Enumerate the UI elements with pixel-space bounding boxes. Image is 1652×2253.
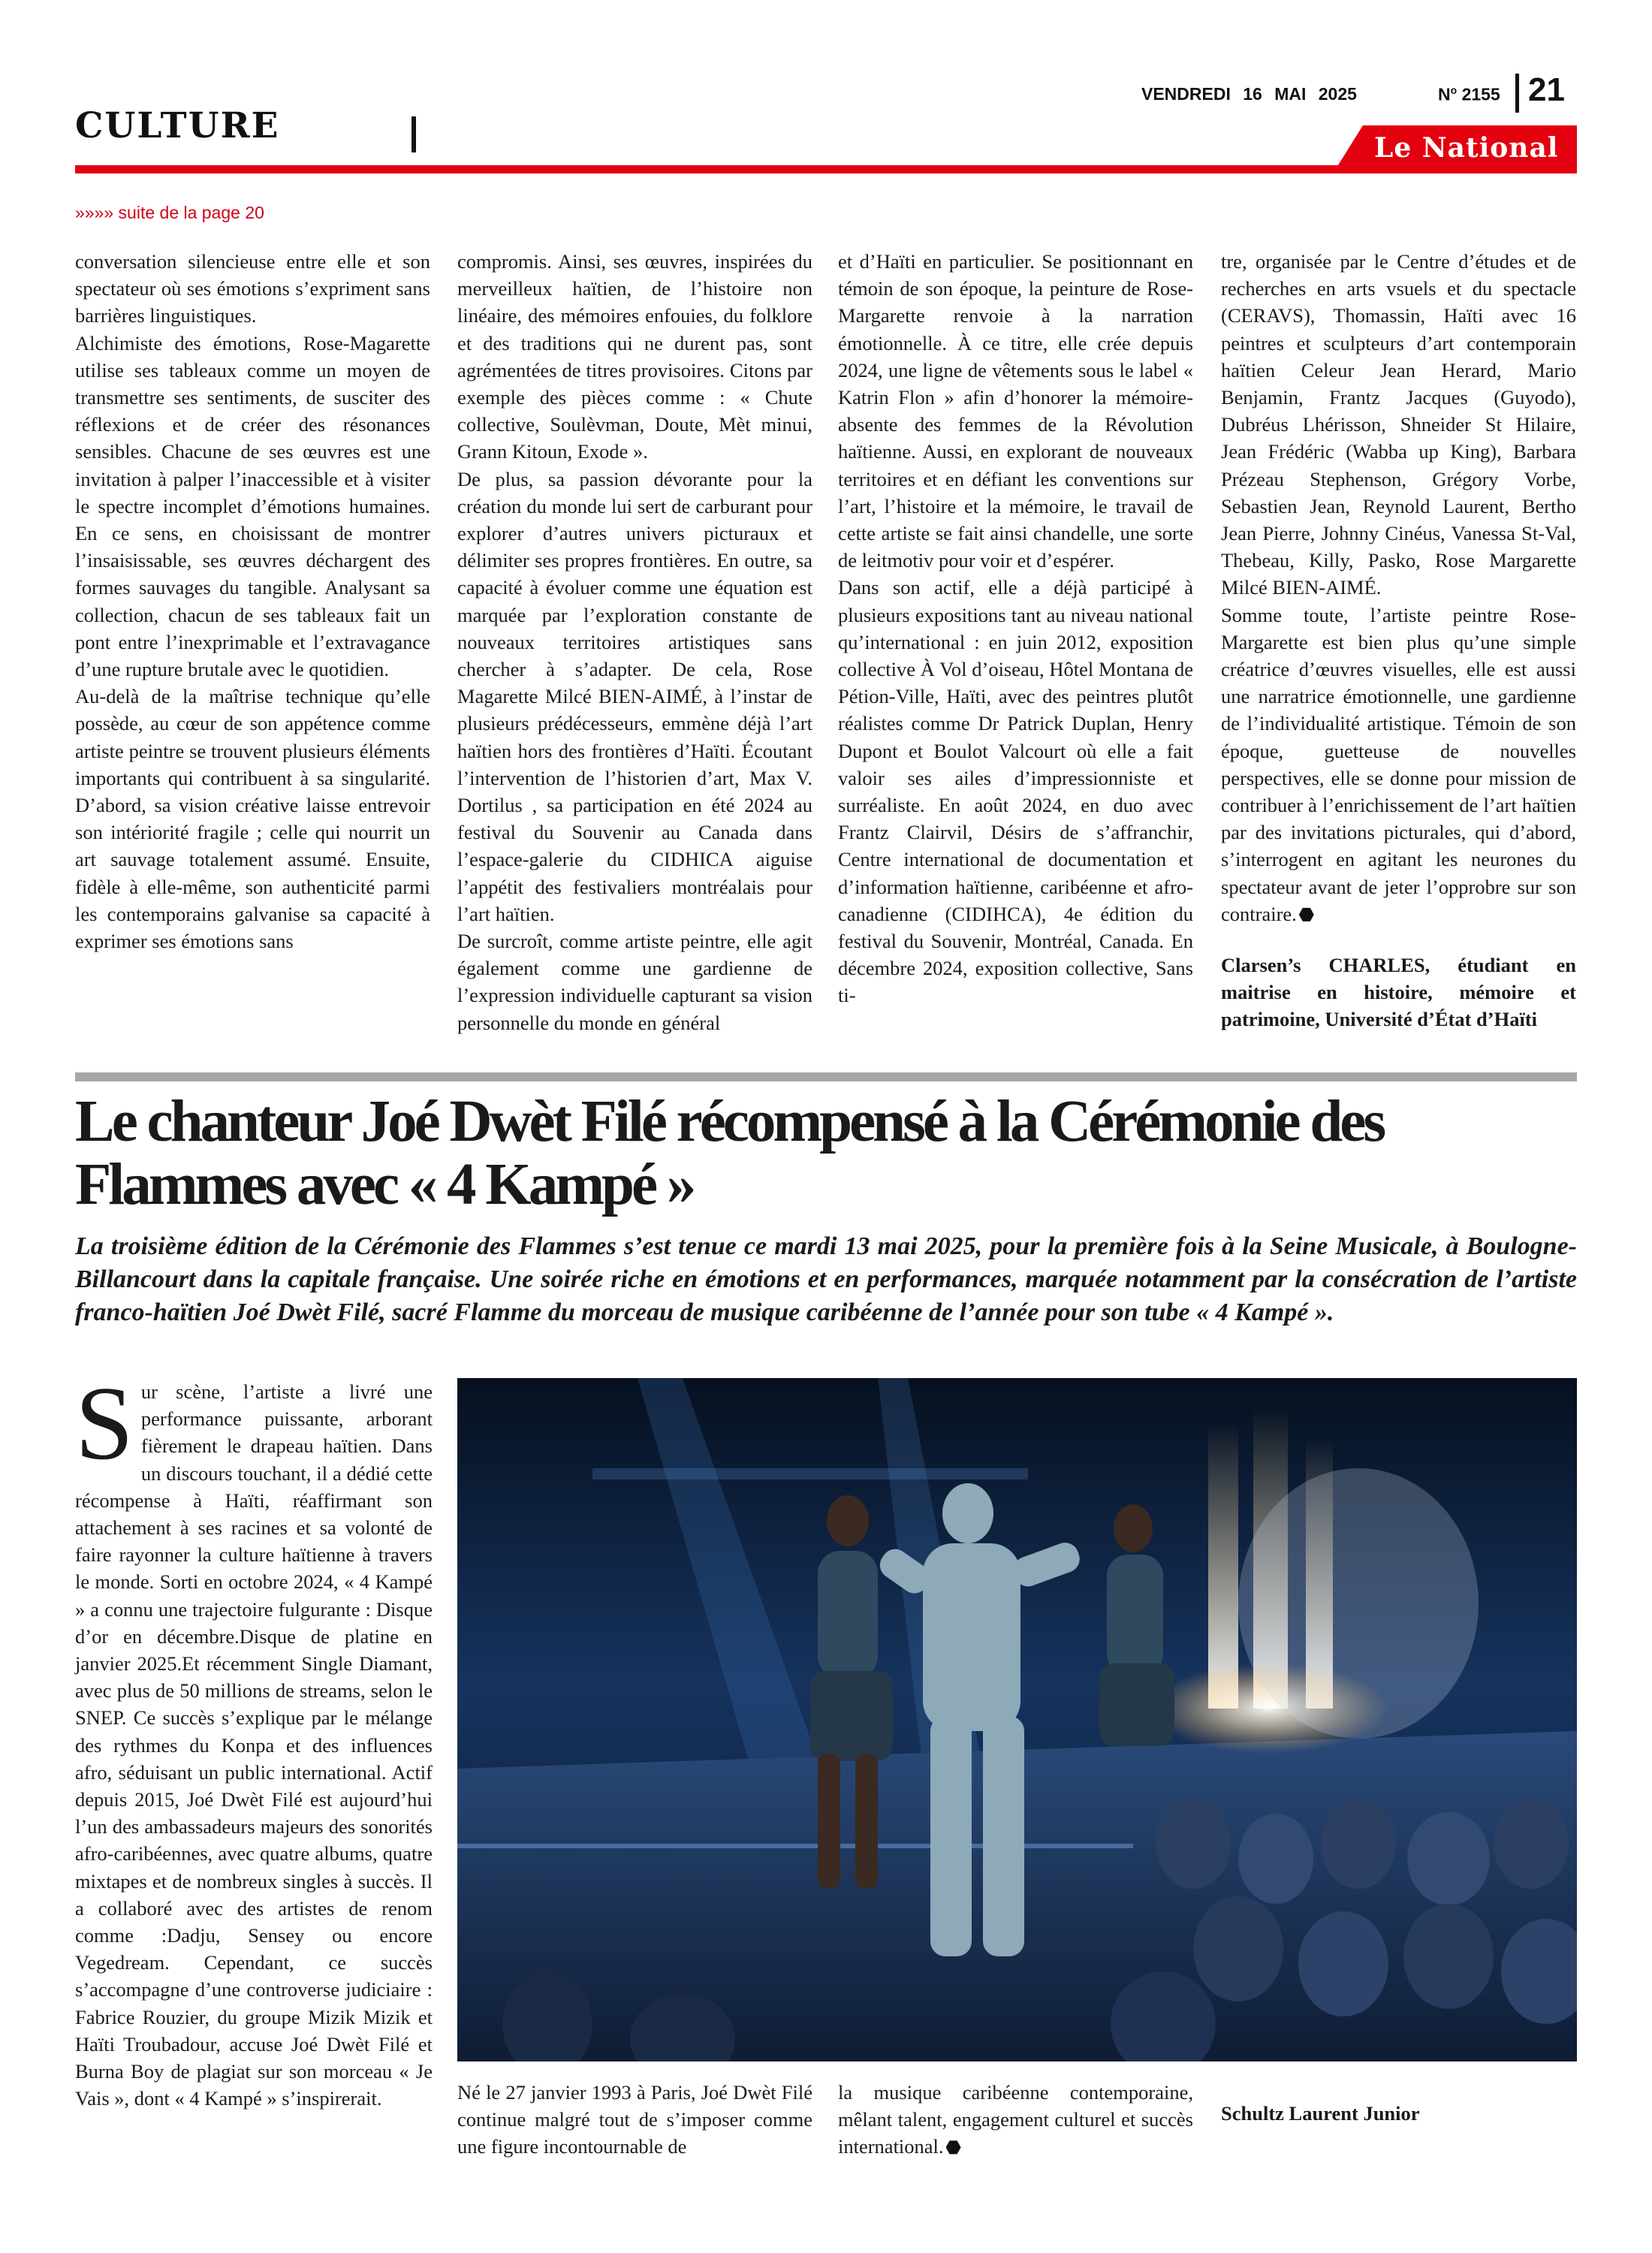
photo-credit: Schultz Laurent Junior — [1221, 2102, 1420, 2125]
caption-column-1 — [457, 2079, 812, 2161]
paragraph-text: la musique caribéenne contemporaine, mêlant talent, engagement culturel et succès international. — [838, 2081, 1193, 2158]
page-separator — [1515, 74, 1519, 113]
paragraph: conversation silencieuse entre elle et son spectateur où ses émotions s’expriment sans barrières linguistiques. — [75, 250, 430, 327]
paragraph: Alchimiste des émotions, Rose-Magarette utilise ses tableaux comme un moyen de transmettre ses sentiments, de susciter des réflexions et de créer des résonances sensibles. Chacune de ses œuvres est une invitation à palper l’inaccessible et à visiter le spectre incomplet d’émotions humaines. En ce sens, en choisissant de montrer l’insaisissable, ses œuvres déchargent des formes sauvages du tangible. Analysant sa collection, chacun de ses tableaux fait un pont entre l’inexprimable et l’extravagance d’une rupture brutale avec le quotidien. — [75, 331, 430, 681]
issue-value: 2155 — [1457, 84, 1500, 104]
issue-number — [1438, 84, 1500, 105]
caption-column-2 — [838, 2079, 1193, 2161]
section-divider — [411, 116, 416, 152]
paragraph: et d’Haïti en particulier. Se positionnant en témoin de son époque, la peinture de Rose-Margarette renvoie à la narration émotionnelle. À ce titre, elle crée depuis 2024, une ligne de vêtements sous le label « Katrin Flon » afin d’honorer la mémoire-absente des femmes de la Révolution haïtienne. Aussi, en explorant de nouveaux territoires et en défiant les conventions sur l’art, l’histoire et la mémoire, le travail de cette artiste se fait ainsi chandelle, une sorte de leitmotiv pour voir et d’espérer. — [838, 250, 1193, 572]
article-divider — [75, 1072, 1577, 1081]
paragraph: Né le 27 janvier 1993 à Paris, Joé Dwèt Filé continue malgré tout de s’imposer comme une figure incontournable de — [457, 2081, 812, 2158]
paragraph-text: Somme toute, l’artiste peintre Rose-Margarette est bien plus qu’une simple créatrice d’œuvres visuelles, elle est aussi une narratrice émotionnelle, une gardienne de l’individualité artistique. Témoin de son époque, guetteuse de nouvelles perspectives, elle se donne pour mission de contribuer à l’enrichissement de l’art haïtien par des invitations picturales, qui d’abord, s’interrogent en agitant les neurones du spectateur avant de jeter l’opprobre sur son contraire. — [1221, 603, 1576, 925]
issue-sup: o — [1450, 84, 1458, 96]
paragraph: Au-delà de la maîtrise technique qu’elle possède, au cœur de son appétence comme artiste peintre se trouvent plusieurs éléments importants qui contribuent à sa singularité. D’abord, sa vision créative laisse entrevoir son intériorité fragile ; celle qui nourrit un art sauvage totalement assumé. Ensuite, fidèle à elle-même, son authenticité parmi les contemporains galvanise sa capacité à exprimer ses émotions sans — [75, 685, 430, 953]
paragraph: Dans son actif, elle a déjà participé à plusieurs expositions tant au niveau national qu’international : en juin 2012, exposition collective À Vol d’oiseau, Hôtel Montana de Pétion-Ville, Haïti, avec des peintres plutôt réalistes comme Dr Patrick Duplan, Henry Dupont et Boulot Valcourt où elle a fait valoir ses ailes d’impressionniste et surréaliste. En août 2024, en duo avec Frantz Clairvil, Désirs de s’affranchir, Centre international de documentation et d’information haïtienne, caribéenne et afro-canadienne (CIDIHCA), 4e édition du festival du Souvenir, Montréal, Canada. En décembre 2024, exposition collective, Sans ti- — [838, 576, 1193, 1007]
paragraph — [838, 2079, 1193, 2161]
end-of-article-icon — [946, 2140, 961, 2155]
paragraph: compromis. Ainsi, ses œuvres, inspirées du merveilleux haïtien, de l’histoire non linéaire, des mémoires enfouies, du folklore et des traditions qui ne durent pas, sont agrémentées de titres provisoires. Citons par exemple des pièces comme : « Chute collective, Soulèvman, Doute, Mèt minui, Grann Kitoun, Exode ». — [457, 250, 812, 463]
issue-prefix: N — [1438, 84, 1451, 104]
standfirst: La troisième édition de la Cérémonie des Flammes s’est tenue ce mardi 13 mai 2025, pour la première fois à la Seine Musicale, à Boulogne-Billancourt dans la capitale française. Une soirée riche en émotions et en performances, marquée notamment par la consécration de l’artiste franco-haïtien Joé Dwèt Filé, sacré Flamme du morceau de musique caribéenne de l’année pour son tube « 4 Kampé ». — [75, 1232, 1577, 1326]
headline: Le chanteur Joé Dwèt Filé récompensé à la Cérémonie des Flammes avec « 4 Kampé » — [75, 1089, 1384, 1217]
paragraph: De surcroît, comme artiste peintre, elle agit également comme une gardienne de l’expression individuelle capturant sa vision personnelle du monde en général — [457, 930, 812, 1034]
column-4 — [1221, 248, 1576, 1033]
paragraph — [75, 1365, 433, 2112]
page-number: 21 — [1528, 71, 1565, 108]
end-of-article-icon — [1299, 907, 1314, 922]
continuation-note: »»»» suite de la page 20 — [75, 203, 264, 222]
article-body — [75, 1365, 433, 2112]
concert-photo-illustration — [457, 1378, 1577, 2061]
paragraph — [1221, 602, 1576, 927]
column-2 — [457, 248, 812, 1036]
section-title: CULTURE — [75, 105, 280, 146]
column-3 — [838, 248, 1193, 1009]
paragraph: tre, organisée par le Centre d’études et de recherches en arts vsuels et du spectacle (CERAVS), Thomassin, Haïti avec 16 peintres et sculpteurs d’art contemporain haïtien Celeur Jean Herard, Mario Benjamin, Frantz Jacques (Guyodo), Dubréus Lhérisson, Shneider St Hilaire, Jean Frédéric (Wabba up King), Barbara Prézeau Stephenson, Grégory Vorbe, Sebastien Jean, Reynold Laurent, Bertho Jean Pierre, Johnny Cinéus, Vanessa St-Val, Thebeau, Killy, Pasko, Rose Margarette Milcé BIEN-AIMÉ. — [1221, 250, 1576, 599]
column-1 — [75, 248, 430, 955]
paragraph: De plus, sa passion dévorante pour la création du monde lui sert de carburant pour explorer d’autres univers picturaux et délimiter ses propres frontières. En outre, sa capacité à évoluer comme une équation est marquée par l’exploration constante de nouveaux territoires artistiques sans chercher à s’adapter. De cela, Rose Magarette Milcé BIEN-AIMÉ, à l’instar de plusieurs prédécesseurs, emmène déjà l’art haïtien hors des frontières d’Haïti. Écoutant l’intervention de l’historien d’art, Max V. Dortilus , sa participation en été 2024 au festival du Souvenir au Canada dans l’espace-galerie du CIDHICA aiguise l’appétit des festivaliers montréalais pour l’art haïtien. — [457, 467, 812, 925]
issue-date: VENDREDI 16 MAI 2025 — [1141, 84, 1357, 104]
drop-cap: S — [75, 1365, 134, 1482]
paper-name: Le National — [1374, 132, 1559, 164]
byline: Clarsen’s CHARLES, étudiant en maitrise en histoire, mémoire et patrimoine, Université d’État d’Haïti — [1221, 954, 1576, 1031]
concert-photo — [457, 1378, 1577, 2061]
body-text: ur scène, l’artiste a livré une performance puissante, arborant fièrement le drapeau haïtien. Dans un discours touchant, il a dédié cette récompense à Haïti, réaffirmant son attachement à ses racines et sa volonté de faire rayonner la culture haïtienne à travers le monde. Sorti en octobre 2024, « 4 Kampé » a connu une trajectoire fulgurante : Disque d’or en décembre.Disque de platine en janvier 2025.Et récemment Single Diamant, avec plus de 50 millions de streams, selon le SNEP. Ce succès s’explique par le mélange des rythmes du Konpa et des influences afro, séduisant un public international. Actif depuis 2015, Joé Dwèt Filé est aujourd’hui l’un des ambassadeurs majeurs des sonorités afro-caribéennes, avec quatre albums, quatre mixtapes et de nombreux singles à succès. Il a collaboré avec des artistes de renom comme :Dadju, Sensey ou encore Vegedream. Cependant, ce succès s’accompagne d’une controverse judiciaire : Fabrice Rouzier, du groupe Mizik Mizik et Haïti Troubadour, accuse Joé Dwèt Filé et Burna Boy de plagiat sur son morceau « Je Vais », dont « 4 Kampé » s’inspirerait. — [75, 1380, 433, 2110]
